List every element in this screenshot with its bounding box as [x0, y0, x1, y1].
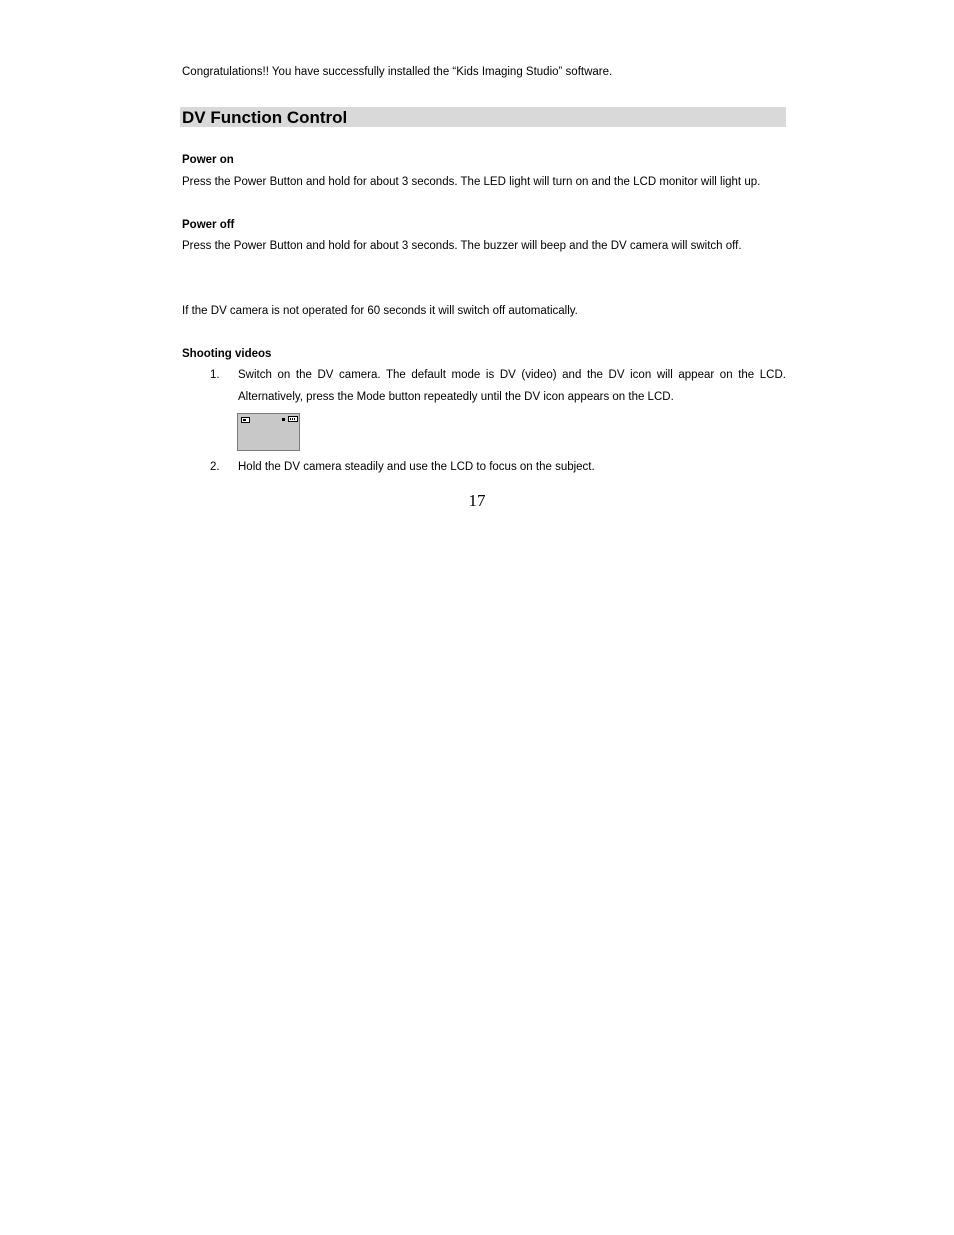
page-number: 17: [468, 491, 486, 510]
section-heading: [180, 107, 786, 127]
auto-off-note: If the DV camera is not operated for 60 seconds it will switch off automatically.: [182, 305, 578, 317]
power-on-heading: Power on: [182, 154, 234, 166]
step-2-number: 2.: [210, 461, 220, 473]
step-2-text: Hold the DV camera steadily and use the LCD to focus on the subject.: [238, 461, 595, 473]
battery-icon: [288, 416, 298, 422]
power-on-text: Press the Power Button and hold for about 3 seconds. The LED light will turn on and the LCD monitor will light up.: [182, 176, 761, 188]
intro-text: Congratulations!! You have successfully installed the “Kids Imaging Studio” software.: [182, 66, 613, 78]
power-off-heading: Power off: [182, 219, 235, 231]
power-off-text: Press the Power Button and hold for about 3 seconds. The buzzer will beep and the DV camera will switch off.: [182, 240, 742, 252]
step-1-number: 1.: [210, 369, 220, 381]
section-title: DV Function Control: [182, 108, 348, 127]
shooting-videos-heading: Shooting videos: [182, 348, 272, 360]
manual-page: [182, 0, 786, 1235]
step-1-text: Switch on the DV camera. The default mode is DV (video) and the DV icon will appear on the LCD. Alternatively, press the Mode button repeatedly until the DV icon appears on the LCD.: [238, 369, 786, 403]
status-indicator-icon: [282, 418, 285, 421]
lcd-screen-illustration: [237, 413, 300, 451]
dv-mode-icon: [241, 417, 250, 423]
